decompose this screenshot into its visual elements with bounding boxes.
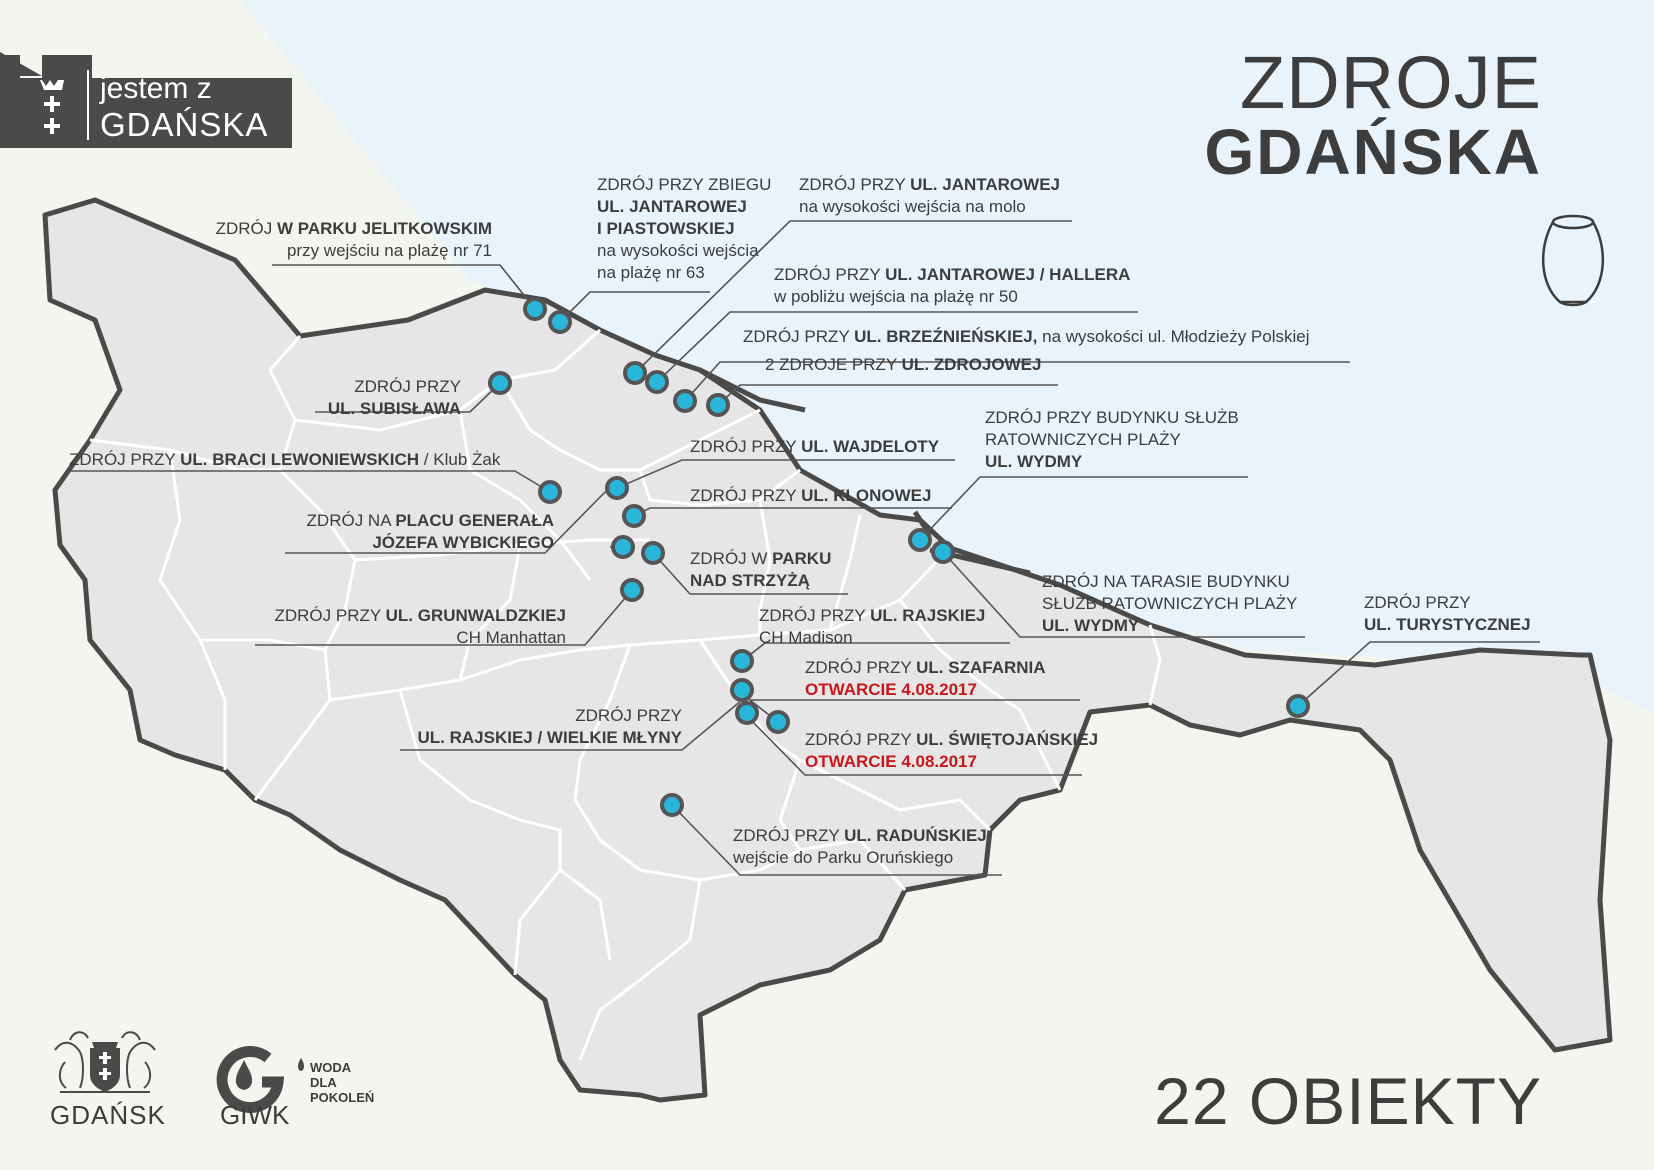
gdansk-logo-text: GDAŃSK	[50, 1100, 166, 1130]
label-wajdeloty: ZDRÓJ PRZY UL. WAJDELOTY	[690, 437, 940, 456]
label-grunwaldzka: ZDRÓJ PRZY UL. GRUNWALDZKIEJ CH Manhattan	[274, 606, 566, 647]
label-rajska: ZDRÓJ PRZY UL. RAJSKIEJ CH Madison	[759, 606, 986, 647]
object-count: 22 OBIEKTY	[1154, 1064, 1542, 1138]
label-wybickiego: ZDRÓJ NA PLACU GENERAŁA JÓZEFA WYBICKIEGO	[306, 511, 554, 552]
label-jantarowa-molo: ZDRÓJ PRZY UL. JANTAROWEJ na wysokości wejścia na molo	[799, 175, 1060, 216]
marker-wielkie-mlyny[interactable]	[732, 680, 752, 700]
marker-jantarowa-molo[interactable]	[647, 372, 667, 392]
label-turystyczna: ZDRÓJ PRZY UL. TURYSTYCZNEJ	[1364, 593, 1531, 634]
label-swietojanska: ZDRÓJ PRZY UL. ŚWIĘTOJAŃSKIEJ OTWARCIE 4.08.2017	[805, 730, 1099, 771]
marker-swietojanska[interactable]	[737, 703, 757, 723]
woda-dla-pokolen: WODA DLA POKOLEŃ	[310, 1060, 375, 1105]
marker-subislawa[interactable]	[490, 373, 510, 393]
logo-line1: jestem z	[100, 72, 212, 105]
label-jantarowa-hallera: ZDRÓJ PRZY UL. JANTAROWEJ / HALLERA w pobliżu wejścia na plażę nr 50	[774, 265, 1131, 306]
marker-jelitkowski-1[interactable]	[525, 299, 545, 319]
marker-turystyczna[interactable]	[1288, 696, 1308, 716]
giwk-logo-text: GIWK	[220, 1100, 290, 1130]
marker-szafarnia[interactable]	[768, 712, 788, 732]
marker-rajska[interactable]	[732, 651, 752, 671]
label-wielkie-mlyny: ZDRÓJ PRZY UL. RAJSKIEJ / WIELKIE MŁYNY	[417, 706, 682, 747]
gdansk-city-logo	[55, 1032, 155, 1092]
marker-zdrojowa[interactable]	[708, 395, 728, 415]
label-szafarnia: ZDRÓJ PRZY UL. SZAFARNIA OTWARCIE 4.08.2017	[805, 658, 1046, 699]
label-brzezniewska: ZDRÓJ PRZY UL. BRZEŹNIEŃSKIEJ, na wysokości ul. Młodzieży Polskiej	[743, 327, 1310, 346]
label-radunska: ZDRÓJ PRZY UL. RADUŃSKIEJ wejście do Parku Oruńskiego	[733, 826, 987, 867]
marker-klonowa[interactable]	[624, 506, 644, 526]
marker-jelitkowski-2[interactable]	[550, 312, 570, 332]
title-line2: GDAŃSKA	[1204, 116, 1542, 188]
logo-line2: GDAŃSKA	[100, 106, 269, 143]
label-jelitkowski: ZDRÓJ W PARKU JELITKOWSKIM przy wejściu na plażę nr 71	[215, 219, 492, 260]
marker-jantarowa-hallera[interactable]	[675, 391, 695, 411]
label-klonowa: ZDRÓJ PRZY UL. KLONOWEJ	[690, 486, 932, 505]
label-wydmy-budynek: ZDRÓJ PRZY BUDYNKU SŁUŻB RATOWNICZYCH PLAŻY UL. WYDMY	[985, 408, 1239, 471]
marker-wydmy-1[interactable]	[910, 530, 930, 550]
label-jantarowa-piastowska: ZDRÓJ PRZY ZBIEGU UL. JANTAROWEJ I PIASTOWSKIEJ na wysokości wejścia na plażę nr 63	[597, 175, 772, 282]
marker-wybickiego[interactable]	[613, 537, 633, 557]
marker-jantarowa-piastowska[interactable]	[625, 363, 645, 383]
label-lewoniewskich: ZDRÓJ PRZY UL. BRACI LEWONIEWSKICH / Klub Żak	[69, 450, 501, 469]
label-subislawa: ZDRÓJ PRZY UL. SUBISŁAWA	[327, 377, 461, 418]
label-strzyza: ZDRÓJ W PARKU NAD STRZYŻĄ	[690, 549, 832, 590]
marker-strzyza[interactable]	[643, 543, 663, 563]
marker-grunwaldzka[interactable]	[622, 580, 642, 600]
label-zdrojowa: 2 ZDROJE PRZY UL. ZDROJOWEJ	[765, 355, 1042, 374]
water-drop-icon	[298, 1058, 304, 1071]
marker-lewoniewskich[interactable]	[540, 482, 560, 502]
label-wydmy-taras: ZDRÓJ NA TARASIE BUDYNKU SŁUŻB RATOWNICZYCH PLAŻY UL. WYDMY	[1042, 572, 1298, 635]
title-line1: ZDROJE	[1240, 41, 1542, 124]
marker-radunska[interactable]	[662, 795, 682, 815]
marker-wydmy-2[interactable]	[933, 542, 953, 562]
marker-wajdeloty[interactable]	[607, 478, 627, 498]
